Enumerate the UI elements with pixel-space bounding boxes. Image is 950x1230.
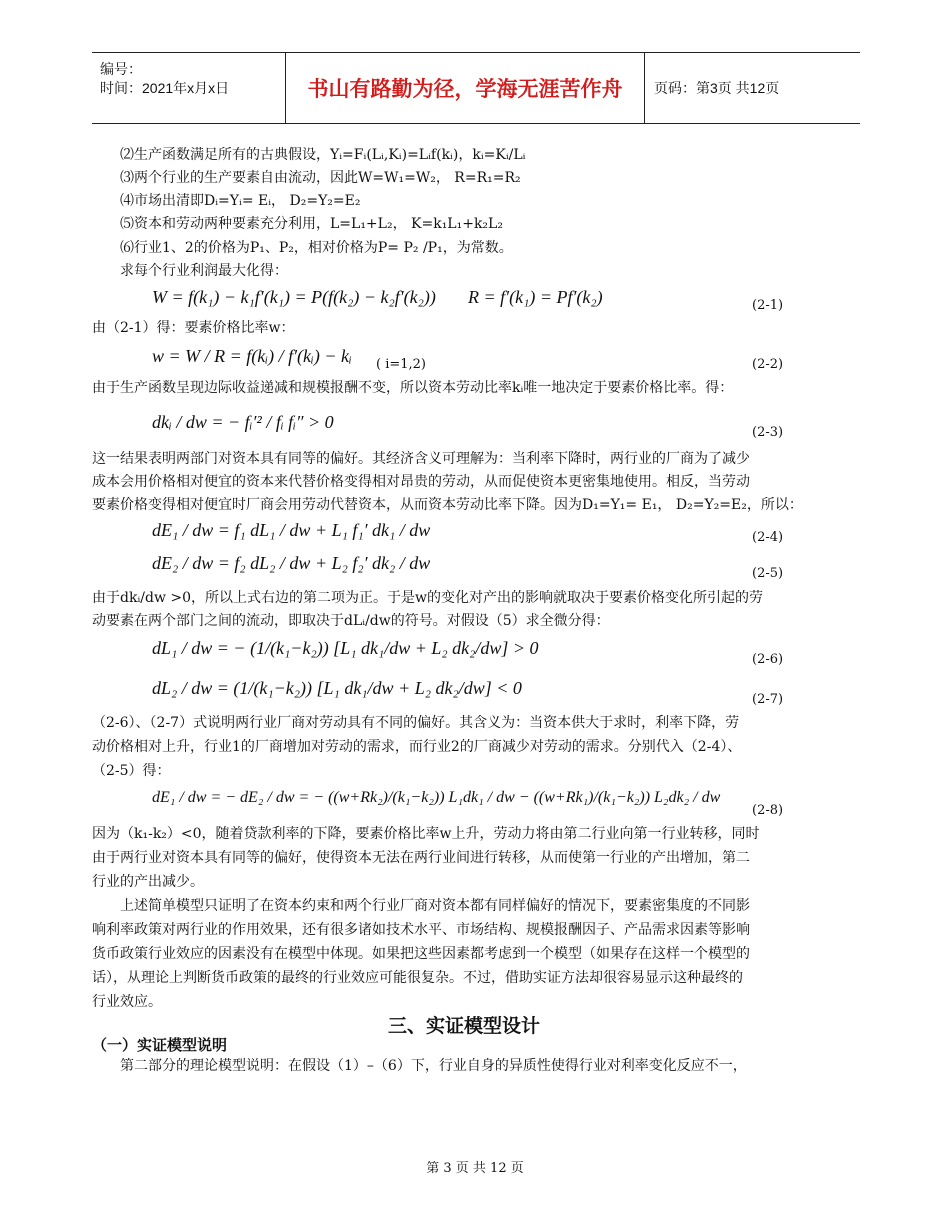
header-page-cell xyxy=(644,53,860,123)
paragraph-line: 动价格相对上升，行业1的厂商增加对劳动的需求，而行业2的厂商减少对劳动的需求。分别代入（2-4）、 xyxy=(92,739,742,755)
paragraph-line: 话），从理论上判断货币政策的最终的行业效应可能很复杂。不过，借助实证方法却很容易显示这种最终的 xyxy=(92,970,743,986)
paragraph-line: 要素价格变得相对便宜时厂商会用劳动代替资本，从而资本劳动比率下降。因为D₁=Y₁= E₁， D₂=Y₂=E₂，所以： xyxy=(92,497,803,513)
assumption-5: ⑸资本和劳动两种要素充分利用，L=L₁+L₂， K=k₁L₁+k₂L₂ xyxy=(120,216,503,232)
text-line: 求每个行业利润最大化得： xyxy=(120,263,288,279)
equation-number: (2-6) xyxy=(752,652,784,667)
paragraph-line: （2-5）得： xyxy=(92,763,171,779)
equation-number: (2-4) xyxy=(752,530,784,545)
equation-number: (2-2) xyxy=(752,357,784,372)
equation-2-6: dL₁ / dw = − (1/(k₁−k₂)) [L₁ dk₁/dw + L₂ dk₂/dw] > 0 xyxy=(152,638,539,658)
doc-date: 时间：2021年x月x日 xyxy=(100,80,230,96)
paragraph-line: 上述简单模型只证明了在资本约束和两个行业厂商对资本都有同样偏好的情况下，要素密集度的不同影 xyxy=(120,898,750,914)
text-line: 由（2-1）得：要素价格比率w： xyxy=(92,320,295,336)
equation-2-5: dE₂ / dw = f₂ dL₂ / dw + L₂ f₂′ dk₂ / dw xyxy=(152,553,431,573)
assumption-2: ⑵生产函数满足所有的古典假设，Yᵢ=Fᵢ(Lᵢ,Kᵢ)=Lᵢf(kᵢ)，kᵢ=Kᵢ/Lᵢ xyxy=(120,147,526,163)
equation-2-2: w = W / R = f(kᵢ) / f′(kᵢ) − kᵢ xyxy=(152,346,352,366)
equation-number: (2-7) xyxy=(752,692,784,707)
equation-2-1-left: W = f(k₁) − k₁f′(k₁) = P(f(k₂) − k₂f′(k₂)) xyxy=(152,287,436,307)
equation-number: (2-5) xyxy=(752,566,784,581)
equation-2-3: dkᵢ / dw = − fᵢ′² / fᵢ fᵢ″ > 0 xyxy=(152,412,334,432)
subsection-heading: （一）实证模型说明 xyxy=(92,1036,228,1054)
assumption-4: ⑷市场出清即Dᵢ=Yᵢ= Eᵢ， D₂=Y₂=E₂ xyxy=(120,193,361,209)
paragraph-line: 动要素在两个部门之间的流动，即取决于dLᵢ/dw的符号。对假设（5）求全微分得： xyxy=(92,613,610,629)
equation-2-4: dE₁ / dw = f₁ dL₁ / dw + L₁ f₁′ dk₁ / dw xyxy=(152,520,431,540)
assumption-3: ⑶两个行业的生产要素自由流动，因此W=W₁=W₂， R=R₁=R₂ xyxy=(120,170,521,186)
equation-2-7: dL₂ / dw = (1/(k₁−k₂)) [L₁ dk₁/dw + L₂ dk₂/dw] < 0 xyxy=(152,678,522,698)
equation-2-8: dE₁ / dw = − dE₂ / dw = − ((w+Rk₂)/(k₁−k₂)) L₁dk₁ / dw − ((w+Rk₁)/(k₁−k₂)) L₂dk₂ / dw xyxy=(152,789,721,806)
assumption-6: ⑹行业1、2的价格为P₁、P₂，相对价格为P= P₂ /P₁，为常数。 xyxy=(120,240,513,256)
paragraph-line: 成本会用价格相对便宜的资本来代替价格变得相对昂贵的劳动，从而促使资本更密集地使用。相反，当劳动 xyxy=(92,474,750,490)
header-motto-cell xyxy=(285,53,645,123)
equation-number: (2-1) xyxy=(752,298,784,313)
paragraph-line: 行业效应。 xyxy=(92,994,162,1010)
paragraph-line: 因为（k₁-k₂）<0，随着贷款利率的下降，要素价格比率w上升，劳动力将由第二行业向第一行业转移，同时 xyxy=(92,826,760,842)
paragraph-line: 响利率政策对两行业的作用效果，还有很多诸如技术水平、市场结构、规模报酬因子、产品需求因素等影响 xyxy=(92,922,750,938)
paragraph-line: 由于两行业对资本具有同等的偏好，使得资本无法在两行业间进行转移，从而使第一行业的产出增加，第二 xyxy=(92,850,750,866)
header-motto: 书山有路勤为径，学海无涯苦作舟 xyxy=(307,77,623,101)
paragraph-line: 第二部分的理论模型说明：在假设（1）–（6）下，行业自身的异质性使得行业对利率变化反应不一， xyxy=(120,1058,747,1074)
equation-number: (2-3) xyxy=(752,425,784,440)
header-page-number: 页码：第3页 共12页 xyxy=(654,80,780,96)
page-footer: 第 3 页 共 12 页 xyxy=(426,1161,524,1176)
header-meta xyxy=(92,53,285,123)
paragraph-line: 货币政策行业效应的因素没有在模型中体现。如果把这些因素都考虑到一个模型（如果存在这样一个模型的 xyxy=(92,946,750,962)
equation-number: (2-8) xyxy=(752,803,784,818)
paragraph-line: 行业的产出减少。 xyxy=(92,874,204,890)
paragraph-line: （2-6）、（2-7）式说明两行业厂商对劳动具有不同的偏好。其含义为：当资本供大于求时，利率下降，劳 xyxy=(92,715,740,731)
equation-2-1-right: R = f′(k₁) = Pf′(k₂) xyxy=(468,287,603,307)
equation-index-note: ( i=1,2) xyxy=(376,357,427,372)
page-header xyxy=(92,52,860,124)
text-line: 由于生产函数呈现边际收益递减和规模报酬不变，所以资本劳动比率kᵢ唯一地决定于要素价格比率。得： xyxy=(92,380,734,396)
section-heading: 三、实证模型设计 xyxy=(388,1015,541,1037)
doc-number-label: 编号： xyxy=(100,61,142,77)
paragraph-line: 由于dkᵢ/dw >0，所以上式右边的第二项为正。于是w的变化对产出的影响就取决于要素价格变化所引起的劳 xyxy=(92,590,763,606)
paragraph-line: 这一结果表明两部门对资本具有同等的偏好。其经济含义可理解为：当利率下降时，两行业的厂商为了减少 xyxy=(92,451,750,467)
